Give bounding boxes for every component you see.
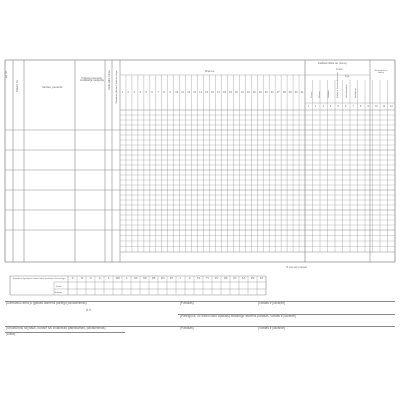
sig-name-label-1: (Vardas ir pavardė): [258, 301, 286, 305]
sig-name-label-3: (Vardas ir pavardė): [258, 326, 286, 330]
day-number: 23: [252, 91, 256, 94]
code-label: D: [98, 277, 101, 280]
summary-column-number: 2: [315, 104, 317, 108]
code-label: PB: [151, 277, 156, 280]
code-label: N: [188, 277, 191, 280]
day-number: 1: [121, 91, 124, 94]
day-number: 31: [300, 91, 304, 94]
code-label: PV: [214, 277, 219, 280]
subcol-total: Iš viso: [311, 91, 313, 98]
day-number: 27: [276, 91, 280, 94]
header-position: Profesija (pareigos), kvalifikacija, kategorija: [80, 77, 104, 83]
code-label: KA: [241, 277, 246, 280]
header-worked-group: Faktiškai dirbta val. (dienų): [318, 62, 347, 65]
subcol-night: Naktinis: [328, 90, 330, 98]
header-name: Vardas, pavardė: [42, 85, 63, 89]
day-number: 18: [223, 91, 226, 94]
day-number: 17: [217, 91, 220, 94]
day-number: 2: [127, 91, 129, 94]
subcol-overtime: Viršvalandinis: [346, 84, 348, 98]
code-label: N: [89, 277, 92, 280]
sig-date-label: (Data): [6, 332, 15, 336]
header-of-which: iš jų:: [345, 75, 350, 78]
day-number: 19: [229, 91, 232, 94]
day-number: 24: [258, 91, 262, 94]
day-number: 26: [270, 91, 274, 94]
summary-column-number: 11: [382, 104, 386, 108]
monthly-total-label: Iš viso per mėnesį: [286, 266, 307, 269]
header-rate: Valandinis (dieninis) tarifinis atlygis: [116, 70, 118, 104]
header-norm: Darbo laiko norma: [108, 70, 111, 90]
header-days: Dienos: [205, 69, 215, 73]
day-number: 29: [288, 91, 292, 94]
summary-column-number: 9: [367, 104, 369, 108]
subcol-holiday: Poilsio ir švenčių dienomis: [337, 72, 339, 98]
code-label: TS: [196, 277, 201, 280]
codes-row-not-worked: Nedirbta: [54, 292, 63, 294]
codes-table-label: Sutartiniai žymėjimai darbo laiko apskaitos žiniaraštyje: [12, 278, 66, 280]
sig-employer-label: (Darbdavio arba jo įgalioto asmens pareigų pavadinimas): [6, 301, 87, 305]
sig-department-label: (Struktūrinio skyriaus, kuriam šis žiniaraštis pateikiamas, pavadinimas): [6, 326, 106, 330]
code-label: A: [125, 277, 128, 280]
day-number: 8: [163, 91, 165, 94]
sig-responsible-label: (Pareiguos, už darbo laiko apskaitą atsakingo asmens parašas, vardas ir pavardė): [180, 314, 297, 318]
summary-column-number: 7: [352, 104, 354, 108]
code-label: MD: [115, 277, 120, 280]
day-number: 13: [193, 91, 197, 94]
code-label: VD: [232, 277, 237, 280]
summary-column-number: 5: [337, 104, 339, 108]
code-label: PN: [160, 277, 165, 280]
day-number: 9: [169, 91, 171, 94]
code-label: NP: [223, 277, 228, 280]
header-total-sub: iš viso: [336, 68, 343, 71]
header-no: Eil. Nr.: [5, 70, 8, 78]
code-label: TV: [205, 277, 210, 280]
subcol-day: Dienos: [319, 91, 321, 98]
code-label: K: [107, 277, 110, 280]
day-number: 21: [240, 91, 244, 94]
code-label: ND: [142, 277, 147, 280]
code-label: ST: [259, 277, 264, 280]
codes-row-worked: Dirbta: [56, 286, 62, 288]
code-label: P: [71, 277, 74, 280]
day-number: 20: [234, 91, 238, 94]
day-number: 3: [133, 91, 135, 94]
day-number: 6: [151, 91, 153, 94]
day-number: 4: [139, 91, 141, 94]
summary-column-number: 1: [307, 104, 309, 108]
stamp-mark: A.V.: [86, 308, 92, 312]
code-label: PK: [169, 277, 174, 280]
day-number: 14: [199, 91, 203, 94]
day-number: 16: [211, 91, 214, 94]
code-label: L: [179, 277, 182, 280]
day-number: 12: [187, 91, 191, 94]
summary-column-number: 3: [322, 104, 324, 108]
day-number: 28: [282, 91, 286, 94]
day-number: 10: [175, 91, 179, 94]
summary-column-number: 6: [345, 104, 347, 108]
day-number: 25: [264, 91, 268, 94]
day-number: 5: [145, 91, 147, 94]
summary-column-number: 12: [390, 104, 393, 108]
signature-line-4: [5, 332, 125, 333]
day-number: 7: [157, 91, 159, 94]
summary-column-number: 10: [375, 104, 378, 108]
code-label: M: [80, 277, 83, 280]
sig-signature-label-1: (Parašas): [180, 301, 194, 305]
day-number: 11: [181, 91, 184, 94]
code-label: PR: [250, 277, 255, 280]
header-absent-group: Neatvykimai į darbą: [374, 70, 388, 75]
summary-column-number: 8: [360, 104, 362, 108]
code-label: NS: [133, 277, 138, 280]
day-number: 30: [294, 91, 298, 94]
header-tabelio: Tabelio Nr.: [16, 79, 19, 92]
sig-signature-label-3: (Parašas): [180, 326, 194, 330]
day-number: 22: [246, 91, 250, 94]
summary-column-number: 4: [330, 104, 332, 108]
day-number: 15: [205, 91, 209, 94]
subcol-duty: Budėjimai: [355, 88, 357, 98]
